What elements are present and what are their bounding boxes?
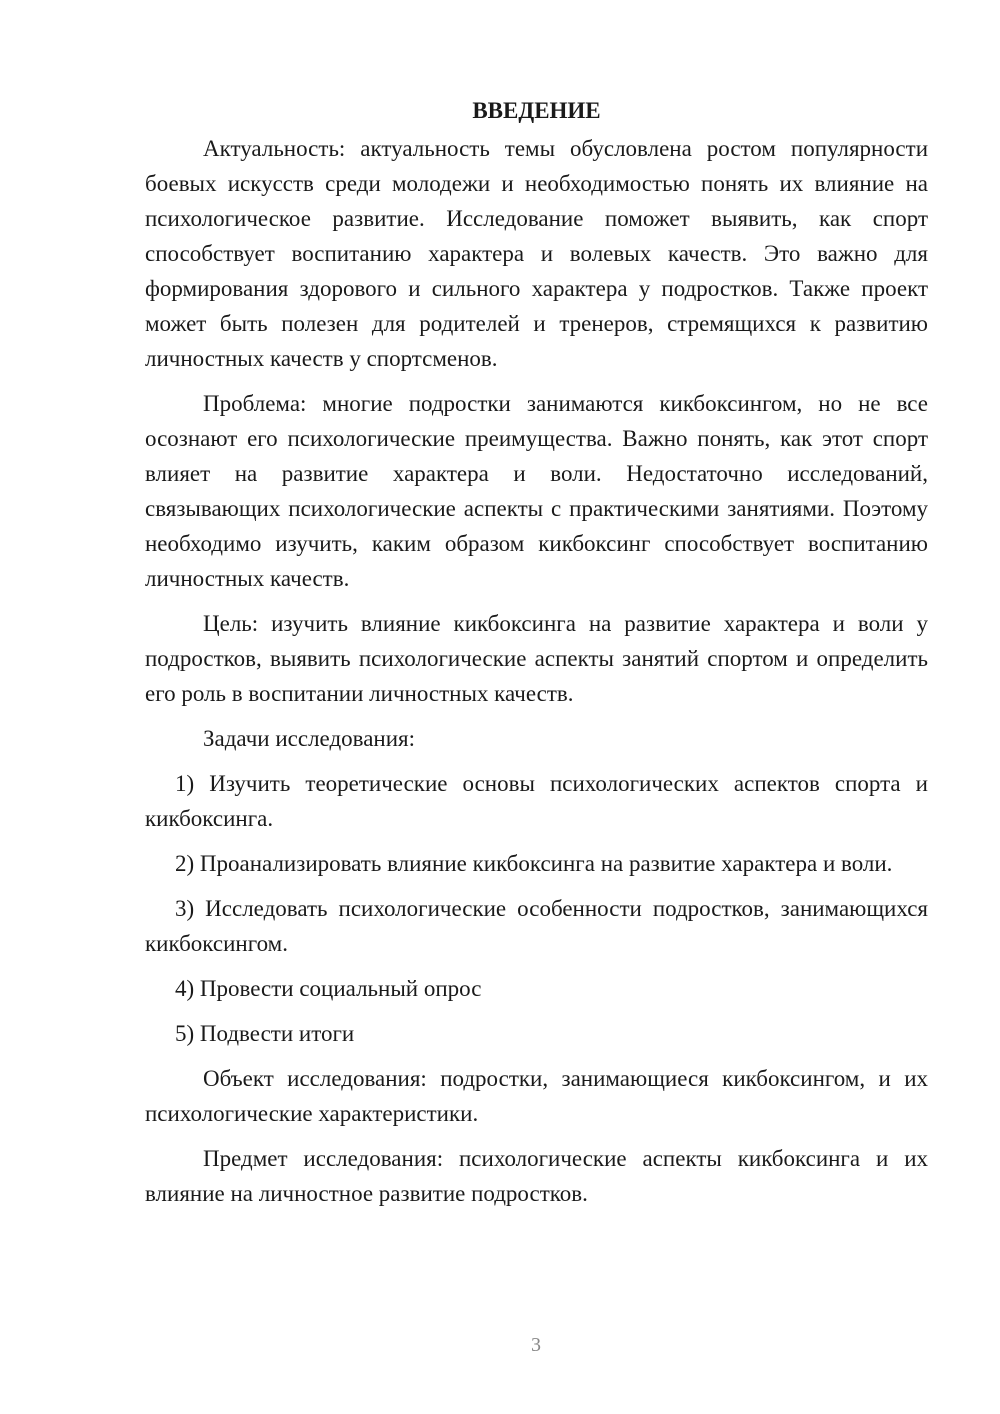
paragraph-problem: Проблема: многие подростки занимаются кикбоксингом, но не все осознают его психологические преимущества. Важно понять, как этот спорт влияет на развитие характера и воли. Недостаточно исследований, связывающих психологические аспекты с практическими занятиями. Поэтому необходимо изучить, каким образом кикбоксинг способствует воспитанию личностных качеств. [145,391,928,591]
paragraph-subject: Предмет исследования: психологические аспекты кикбоксинга и их влияние на личностное развитие подростков. [145,1146,928,1206]
paragraph-tasks-heading: Задачи исследования: [203,726,416,751]
task-item-3: 3) Исследовать психологические особенности подростков, занимающихся кикбоксингом. [145,896,928,956]
page-number: 3 [531,1334,541,1356]
paragraph-goal: Цель: изучить влияние кикбоксинга на развитие характера и воли у подростков, выявить психологические аспекты занятий спортом и определить его роль в воспитании личностных качеств. [145,611,928,706]
paragraph-relevance: Актуальность: актуальность темы обусловлена ростом популярности боевых искусств среди молодежи и необходимостью понять их влияние на психологическое развитие. Исследование поможет выявить, как спорт способствует воспитанию характера и волевых качеств. Это важно для формирования здорового и сильного характера у подростков. Также проект может быть полезен для родителей и тренеров, стремящихся к развитию личностных качеств у спортсменов. [145,136,928,371]
document-page [145,95,928,1221]
paragraph-object: Объект исследования: подростки, занимающиеся кикбоксингом, и их психологические характеристики. [145,1066,928,1126]
task-item-4: 4) Провести социальный опрос [175,976,482,1001]
task-item-5: 5) Подвести итоги [175,1021,355,1046]
task-item-1: 1) Изучить теоретические основы психологических аспектов спорта и кикбоксинга. [145,771,928,831]
section-heading: ВВЕДЕНИЕ [472,98,601,123]
task-item-2: 2) Проанализировать влияние кикбоксинга на развитие характера и воли. [175,851,893,876]
